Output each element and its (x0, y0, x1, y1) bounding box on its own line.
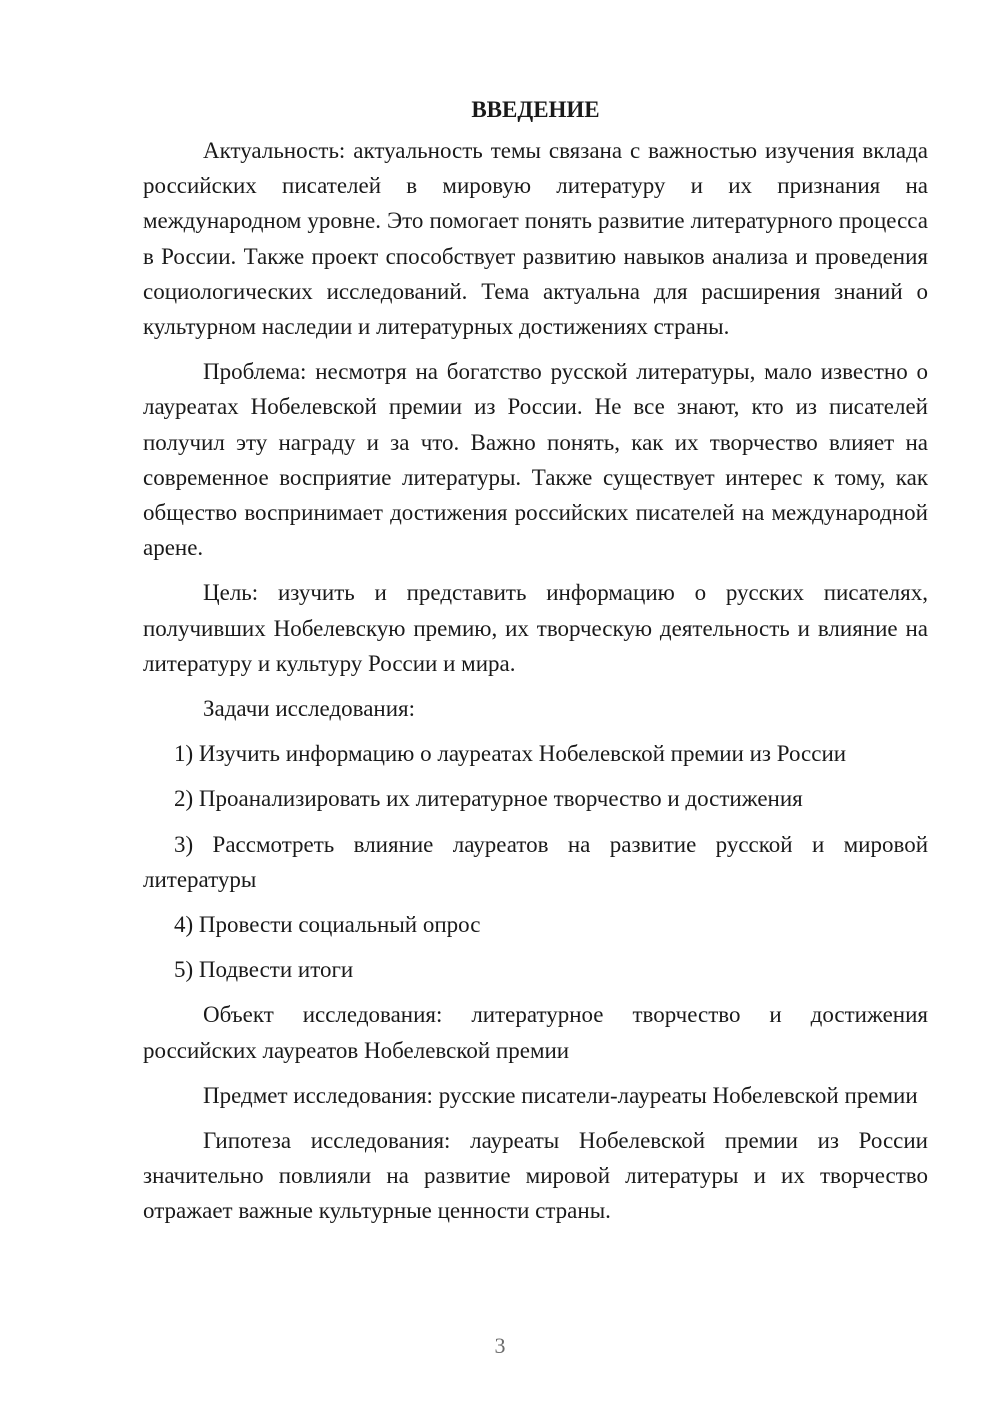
relevance-paragraph: Актуальность: актуальность темы связана с важностью изучения вклада российских писателей в мировую литературу и их признания на международном уровне. Это помогает понять развитие литературного процесса в России. Также проект способствует развитию навыков анализа и проведения социологических исследований. Тема актуальна для расширения знаний о культурном наследии и литературных достижениях страны. (143, 138, 928, 340)
subject-paragraph: Предмет исследования: русские писатели-лауреаты Нобелевской премии (203, 1082, 918, 1108)
task-item-3: 3) Рассмотреть влияние лауреатов на развитие русской и мировой литературы (143, 831, 928, 892)
page-number: 3 (494, 1333, 506, 1358)
section-title: ВВЕДЕНИЕ (471, 97, 600, 122)
task-item-1: 1) Изучить информацию о лауреатах Нобелевской премии из России (174, 741, 847, 767)
tasks-heading: Задачи исследования: (203, 696, 416, 722)
document-page (143, 92, 928, 1322)
goal-paragraph: Цель: изучить и представить информацию о русских писателях, получивших Нобелевскую премию, их творческую деятельность и влияние на литературу и культуру России и мира. (143, 580, 928, 676)
hypothesis-paragraph: Гипотеза исследования: лауреаты Нобелевской премии из России значительно повлияли на развитие мировой литературы и их творчество отражает важные культурные ценности страны. (143, 1128, 928, 1224)
object-paragraph: Объект исследования: литературное творчество и достижения российских лауреатов Нобелевской премии (143, 1002, 928, 1063)
task-item-4: 4) Провести социальный опрос (174, 912, 481, 938)
tasks-list (143, 736, 928, 987)
task-item-5: 5) Подвести итоги (174, 957, 354, 983)
problem-paragraph: Проблема: несмотря на богатство русской литературы, мало известно о лауреатах Нобелевской премии из России. Не все знают, кто из писателей получил эту награду и за что. Важно понять, как их творчество влияет на современное восприятие литературы. Также существует интерес к тому, как общество воспринимает достижения российских писателей на международной арене. (143, 359, 928, 561)
task-item-2: 2) Проанализировать их литературное творчество и достижения (174, 786, 803, 812)
